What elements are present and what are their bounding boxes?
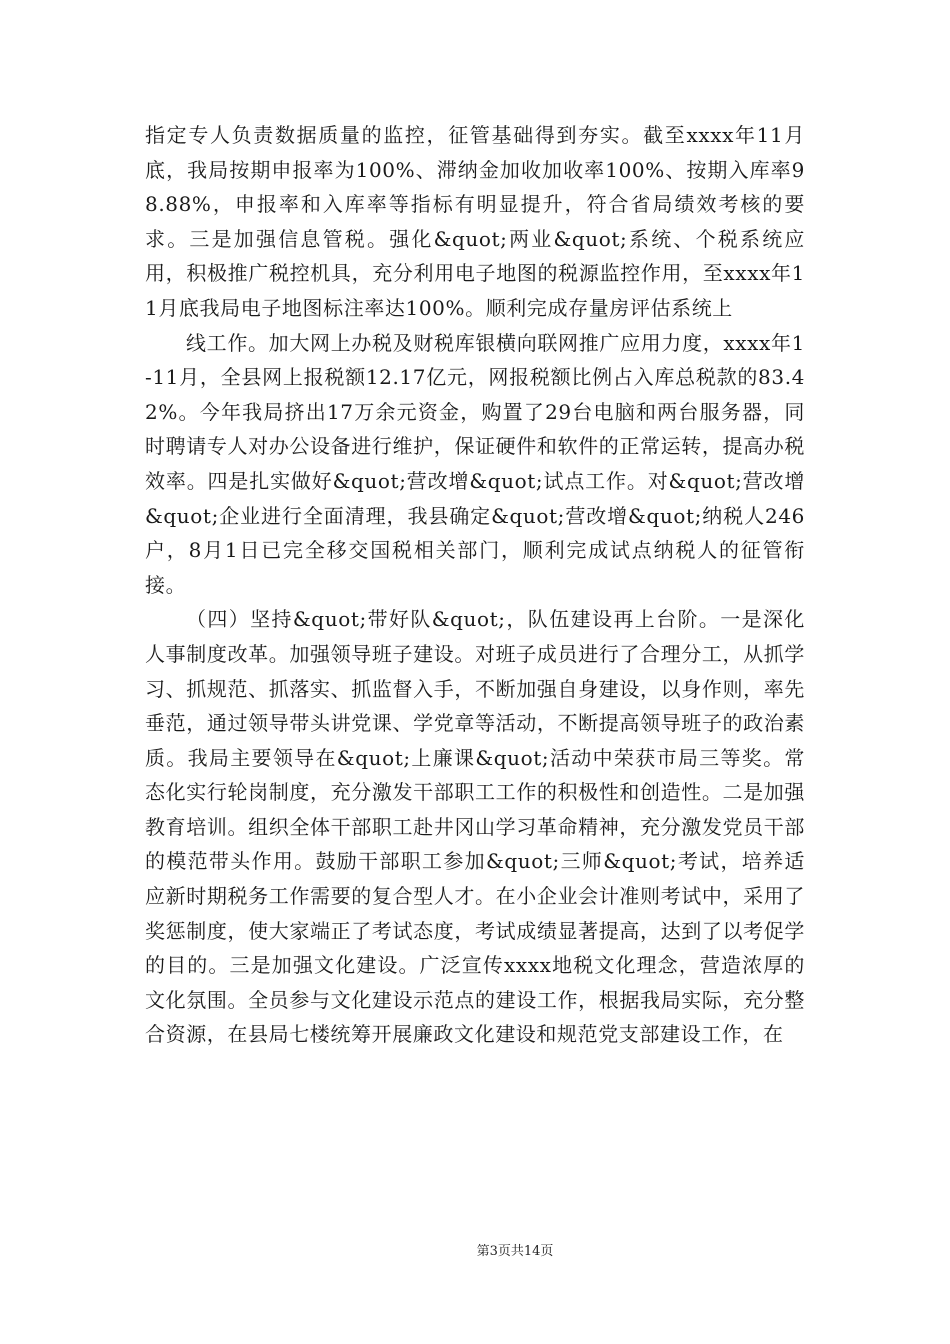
page-number-footer: 第3页共14页 [476,1244,554,1259]
paragraph-1: 指定专人负责数据质量的监控，征管基础得到夯实。截至xxxx年11月底，我局按期申报率为100%、滞纳金加收加收率100%、按期入库率98.88%，申报率和入库率等指标有明显提升，符合省局绩效考核的要求。三是加强信息管税。强化&quot;两业&quot;系统、个税系统应用，积极推广税控机具，充分利用电子地图的税源监控作用，至xxxx年11月底我局电子地图标注率达100%。顺利完成存量房评估系统上 [145,123,805,320]
paragraph-3: （四）坚持&quot;带好队&quot;，队伍建设再上台阶。一是深化人事制度改革。加强领导班子建设。对班子成员进行了合理分工，从抓学习、抓规范、抓落实、抓监督入手，不断加强自身建设，以身作则，率先垂范，通过领导带头讲党课、学党章等活动，不断提高领导班子的政治素质。我局主要领导在&quot;上廉课&quot;活动中荣获市局三等奖。常态化实行轮岗制度，充分激发干部职工工作的积极性和创造性。二是加强教育培训。组织全体干部职工赴井冈山学习革命精神，充分激发党员干部的模范带头作用。鼓励干部职工参加&quot;三师&quot;考试，培养适应新时期税务工作需要的复合型人才。在小企业会计准则考试中，采用了奖惩制度，使大家端正了考试态度，考试成绩显著提高，达到了以考促学的目的。三是加强文化建设。广泛宣传xxxx地税文化理念，营造浓厚的文化氛围。全员参与文化建设示范点的建设工作，根据我局实际，充分整合资源，在县局七楼统筹开展廉政文化建设和规范党支部建设工作，在 [145,607,805,1047]
paragraph-2: 线工作。加大网上办税及财税库银横向联网推广应用力度，xxxx年1-11月，全县网上报税额12.17亿元，网报税额比例占入库总税款的83.42%。今年我局挤出17万余元资金，购置了29台电脑和两台服务器，同时聘请专人对办公设备进行维护，保证硬件和软件的正常运转，提高办税效率。四是扎实做好&quot;营改增&quot;试点工作。对&quot;营改增&quot;企业进行全面清理，我县确定&quot;营改增&quot;纳税人246户，8月1日已完全移交国税相关部门，顺利完成试点纳税人的征管衔接。 [145,330,805,597]
document-body [145,118,805,1052]
